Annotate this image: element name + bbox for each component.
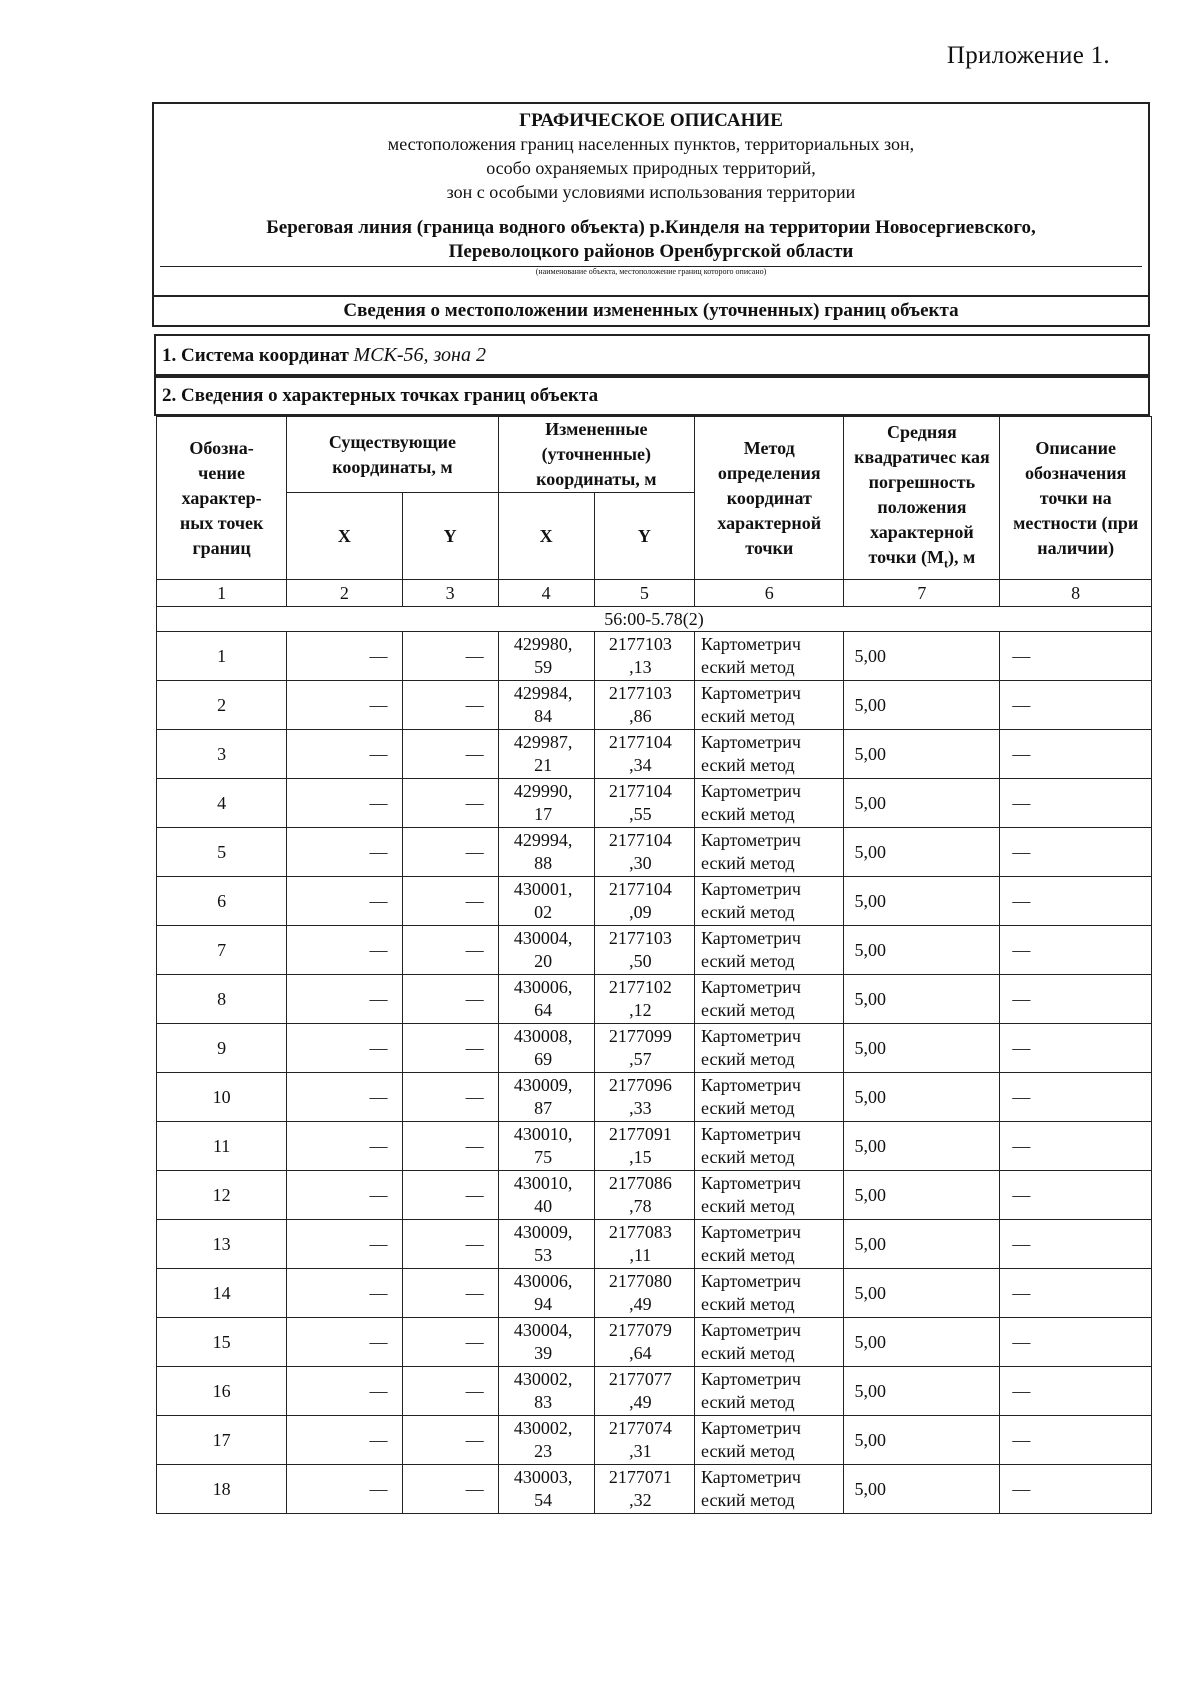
changed-y-cell: 2177104 ,55 xyxy=(594,779,694,828)
existing-x-cell: — xyxy=(287,632,402,681)
existing-y-cell: — xyxy=(402,1171,498,1220)
point-number: 2 xyxy=(157,681,287,730)
description-cell: — xyxy=(1000,1171,1152,1220)
method-cell: Картометрич еский метод xyxy=(695,730,844,779)
existing-x-cell: — xyxy=(287,1024,402,1073)
existing-x-cell: — xyxy=(287,1416,402,1465)
subtitle-line: зон с особыми условиями использования территории xyxy=(446,182,856,202)
point-number: 5 xyxy=(157,828,287,877)
description-cell: — xyxy=(1000,730,1152,779)
precision-cell: 5,00 xyxy=(844,975,1000,1024)
object-name xyxy=(164,216,1138,264)
precision-cell: 5,00 xyxy=(844,1367,1000,1416)
changed-x-cell: 430004, 39 xyxy=(498,1318,594,1367)
precision-cell: 5,00 xyxy=(844,730,1000,779)
precision-cell: 5,00 xyxy=(844,779,1000,828)
object-code: 56:00-5.78(2) xyxy=(157,607,1152,632)
existing-x-cell: — xyxy=(287,1073,402,1122)
method-cell: Картометрич еский метод xyxy=(695,926,844,975)
existing-x-cell: — xyxy=(287,1122,402,1171)
description-cell: — xyxy=(1000,1367,1152,1416)
changed-x-cell: 430003, 54 xyxy=(498,1465,594,1514)
method-cell: Картометрич еский метод xyxy=(695,1318,844,1367)
changed-x-cell: 430006, 94 xyxy=(498,1269,594,1318)
header-point-designation: Обозна- чение характер- ных точек границ xyxy=(157,417,287,580)
point-number: 1 xyxy=(157,632,287,681)
table-row xyxy=(157,1024,1152,1073)
table-row xyxy=(157,1269,1152,1318)
description-cell: — xyxy=(1000,926,1152,975)
existing-x-cell: — xyxy=(287,975,402,1024)
changed-y-cell: 2177104 ,09 xyxy=(594,877,694,926)
subtitle-line: особо охраняемых природных территорий, xyxy=(486,158,816,178)
existing-y-cell: — xyxy=(402,1465,498,1514)
changed-y-cell: 2177086 ,78 xyxy=(594,1171,694,1220)
precision-cell: 5,00 xyxy=(844,1220,1000,1269)
column-number: 7 xyxy=(844,580,1000,607)
existing-x-cell: — xyxy=(287,730,402,779)
description-cell: — xyxy=(1000,1269,1152,1318)
existing-y-cell: — xyxy=(402,1024,498,1073)
description-cell: — xyxy=(1000,1122,1152,1171)
existing-y-cell: — xyxy=(402,681,498,730)
header-changed-y: Y xyxy=(594,493,694,580)
object-name-line2: Переволоцкого районов Оренбургской области xyxy=(448,241,854,262)
table-row xyxy=(157,926,1152,975)
column-number: 1 xyxy=(157,580,287,607)
table-row xyxy=(157,1465,1152,1514)
precision-cell: 5,00 xyxy=(844,828,1000,877)
existing-y-cell: — xyxy=(402,828,498,877)
header-precision: Средняя квадратичес кая погрешность положения характерной точки $(M_t)$, м xyxy=(844,417,1000,580)
existing-x-cell: — xyxy=(287,1269,402,1318)
changed-x-cell: 430002, 83 xyxy=(498,1367,594,1416)
column-number: 3 xyxy=(402,580,498,607)
changed-y-cell: 2177079 ,64 xyxy=(594,1318,694,1367)
existing-y-cell: — xyxy=(402,975,498,1024)
description-cell: — xyxy=(1000,828,1152,877)
description-cell: — xyxy=(1000,632,1152,681)
table-row xyxy=(157,1220,1152,1269)
existing-y-cell: — xyxy=(402,1367,498,1416)
changed-y-cell: 2177102 ,12 xyxy=(594,975,694,1024)
existing-y-cell: — xyxy=(402,1416,498,1465)
header-description: Описание обозначения точки на местности (при наличии) xyxy=(1000,417,1152,580)
header-changed-x: X xyxy=(498,493,594,580)
description-cell: — xyxy=(1000,1465,1152,1514)
table-row xyxy=(157,1171,1152,1220)
method-cell: Картометрич еский метод xyxy=(695,1122,844,1171)
table-row xyxy=(157,681,1152,730)
method-cell: Картометрич еский метод xyxy=(695,1171,844,1220)
changed-y-cell: 2177071 ,32 xyxy=(594,1465,694,1514)
header-existing-x: X xyxy=(287,493,402,580)
precision-cell: 5,00 xyxy=(844,877,1000,926)
points-section-row: 2. Сведения о характерных точках границ объекта xyxy=(154,376,1150,416)
point-number: 15 xyxy=(157,1318,287,1367)
point-number: 16 xyxy=(157,1367,287,1416)
point-number: 6 xyxy=(157,877,287,926)
existing-y-cell: — xyxy=(402,1269,498,1318)
existing-y-cell: — xyxy=(402,1318,498,1367)
point-number: 18 xyxy=(157,1465,287,1514)
column-numbers-row xyxy=(157,580,1152,607)
section-title: Сведения о местоположении измененных (уточненных) границ объекта xyxy=(154,295,1148,325)
precision-cell: 5,00 xyxy=(844,1171,1000,1220)
table-row xyxy=(157,730,1152,779)
description-cell: — xyxy=(1000,681,1152,730)
table-row xyxy=(157,779,1152,828)
changed-y-cell: 2177104 ,34 xyxy=(594,730,694,779)
changed-x-cell: 430004, 20 xyxy=(498,926,594,975)
changed-x-cell: 430006, 64 xyxy=(498,975,594,1024)
table-row xyxy=(157,1122,1152,1171)
method-cell: Картометрич еский метод xyxy=(695,975,844,1024)
table-row xyxy=(157,1318,1152,1367)
method-cell: Картометрич еский метод xyxy=(695,632,844,681)
object-name-line1: Береговая линия (граница водного объекта) р.Кинделя на территории Новосергиевского, xyxy=(266,217,1036,238)
coord-system-label: 1. Система координат xyxy=(162,345,349,366)
changed-x-cell: 430009, 87 xyxy=(498,1073,594,1122)
precision-cell: 5,00 xyxy=(844,1073,1000,1122)
existing-y-cell: — xyxy=(402,779,498,828)
point-number: 11 xyxy=(157,1122,287,1171)
point-number: 13 xyxy=(157,1220,287,1269)
changed-x-cell: 430001, 02 xyxy=(498,877,594,926)
changed-y-cell: 2177074 ,31 xyxy=(594,1416,694,1465)
changed-y-cell: 2177096 ,33 xyxy=(594,1073,694,1122)
appendix-label: Приложение 1. xyxy=(946,42,1110,69)
column-number: 8 xyxy=(1000,580,1152,607)
changed-y-cell: 2177103 ,13 xyxy=(594,632,694,681)
changed-y-cell: 2177091 ,15 xyxy=(594,1122,694,1171)
changed-x-cell: 429980, 59 xyxy=(498,632,594,681)
method-cell: Картометрич еский метод xyxy=(695,877,844,926)
existing-y-cell: — xyxy=(402,926,498,975)
changed-y-cell: 2177083 ,11 xyxy=(594,1220,694,1269)
existing-y-cell: — xyxy=(402,877,498,926)
changed-y-cell: 2177104 ,30 xyxy=(594,828,694,877)
precision-cell: 5,00 xyxy=(844,1269,1000,1318)
object-caption: (наименование объекта, местоположение границ которого описано) xyxy=(535,267,767,276)
existing-x-cell: — xyxy=(287,1171,402,1220)
coord-system-value: МСК-56, зона 2 xyxy=(353,344,486,366)
column-number: 2 xyxy=(287,580,402,607)
table-row xyxy=(157,1367,1152,1416)
existing-y-cell: — xyxy=(402,632,498,681)
point-number: 12 xyxy=(157,1171,287,1220)
column-number: 5 xyxy=(594,580,694,607)
column-number: 4 xyxy=(498,580,594,607)
description-cell: — xyxy=(1000,779,1152,828)
header-existing-y: Y xyxy=(402,493,498,580)
point-number: 8 xyxy=(157,975,287,1024)
boundary-points-table xyxy=(156,416,1152,1514)
header-block xyxy=(152,102,1150,327)
description-cell: — xyxy=(1000,877,1152,926)
changed-x-cell: 429990, 17 xyxy=(498,779,594,828)
precision-cell: 5,00 xyxy=(844,926,1000,975)
table-row xyxy=(157,1073,1152,1122)
description-cell: — xyxy=(1000,1416,1152,1465)
method-cell: Картометрич еский метод xyxy=(695,681,844,730)
existing-y-cell: — xyxy=(402,1073,498,1122)
document-title: ГРАФИЧЕСКОЕ ОПИСАНИЕ xyxy=(519,110,783,131)
point-number: 7 xyxy=(157,926,287,975)
existing-y-cell: — xyxy=(402,730,498,779)
changed-y-cell: 2177099 ,57 xyxy=(594,1024,694,1073)
method-cell: Картометрич еский метод xyxy=(695,1073,844,1122)
existing-x-cell: — xyxy=(287,1220,402,1269)
point-number: 3 xyxy=(157,730,287,779)
point-number: 9 xyxy=(157,1024,287,1073)
description-cell: — xyxy=(1000,1220,1152,1269)
existing-x-cell: — xyxy=(287,1367,402,1416)
existing-y-cell: — xyxy=(402,1122,498,1171)
method-cell: Картометрич еский метод xyxy=(695,1367,844,1416)
existing-x-cell: — xyxy=(287,681,402,730)
description-cell: — xyxy=(1000,1073,1152,1122)
description-cell: — xyxy=(1000,1318,1152,1367)
point-number: 4 xyxy=(157,779,287,828)
changed-x-cell: 429994, 88 xyxy=(498,828,594,877)
existing-x-cell: — xyxy=(287,828,402,877)
precision-cell: 5,00 xyxy=(844,1122,1000,1171)
method-cell: Картометрич еский метод xyxy=(695,1416,844,1465)
point-number: 14 xyxy=(157,1269,287,1318)
precision-cell: 5,00 xyxy=(844,1465,1000,1514)
changed-x-cell: 430010, 40 xyxy=(498,1171,594,1220)
table-row xyxy=(157,877,1152,926)
method-cell: Картометрич еский метод xyxy=(695,1269,844,1318)
precision-cell: 5,00 xyxy=(844,1318,1000,1367)
method-cell: Картометрич еский метод xyxy=(695,1220,844,1269)
existing-x-cell: — xyxy=(287,926,402,975)
method-cell: Картометрич еский метод xyxy=(695,828,844,877)
changed-y-cell: 2177103 ,50 xyxy=(594,926,694,975)
precision-cell: 5,00 xyxy=(844,632,1000,681)
header-existing-coords: Существующие координаты, м xyxy=(287,417,498,493)
description-cell: — xyxy=(1000,1024,1152,1073)
existing-y-cell: — xyxy=(402,1220,498,1269)
table-row xyxy=(157,1416,1152,1465)
changed-x-cell: 430008, 69 xyxy=(498,1024,594,1073)
method-cell: Картометрич еский метод xyxy=(695,1465,844,1514)
column-number: 6 xyxy=(695,580,844,607)
precision-cell: 5,00 xyxy=(844,681,1000,730)
precision-cell: 5,00 xyxy=(844,1024,1000,1073)
header-changed-coords: Измененные (уточненные) координаты, м xyxy=(498,417,694,493)
table-row xyxy=(157,632,1152,681)
existing-x-cell: — xyxy=(287,1465,402,1514)
table-row xyxy=(157,828,1152,877)
table-body xyxy=(157,632,1152,1514)
point-number: 17 xyxy=(157,1416,287,1465)
point-number: 10 xyxy=(157,1073,287,1122)
changed-y-cell: 2177080 ,49 xyxy=(594,1269,694,1318)
coord-system-row xyxy=(154,334,1150,376)
description-cell: — xyxy=(1000,975,1152,1024)
table-row xyxy=(157,975,1152,1024)
existing-x-cell: — xyxy=(287,1318,402,1367)
changed-y-cell: 2177077 ,49 xyxy=(594,1367,694,1416)
changed-x-cell: 429987, 21 xyxy=(498,730,594,779)
changed-y-cell: 2177103 ,86 xyxy=(594,681,694,730)
object-code-row xyxy=(157,607,1152,632)
existing-x-cell: — xyxy=(287,779,402,828)
precision-cell: 5,00 xyxy=(844,1416,1000,1465)
changed-x-cell: 429984, 84 xyxy=(498,681,594,730)
method-cell: Картометрич еский метод xyxy=(695,779,844,828)
changed-x-cell: 430009, 53 xyxy=(498,1220,594,1269)
subtitle-line: местоположения границ населенных пунктов, территориальных зон, xyxy=(387,134,915,154)
method-cell: Картометрич еский метод xyxy=(695,1024,844,1073)
header-method: Метод определения координат характерной точки xyxy=(695,417,844,580)
changed-x-cell: 430002, 23 xyxy=(498,1416,594,1465)
existing-x-cell: — xyxy=(287,877,402,926)
changed-x-cell: 430010, 75 xyxy=(498,1122,594,1171)
